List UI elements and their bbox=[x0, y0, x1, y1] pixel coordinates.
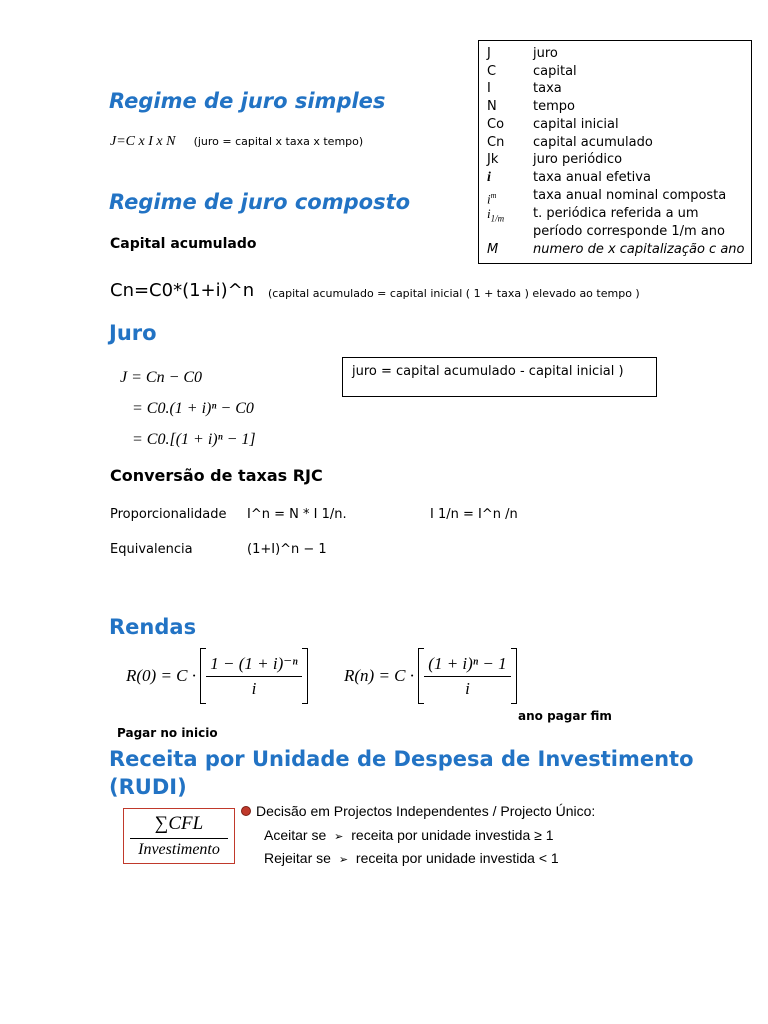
conversao-row-label: Proporcionalidade bbox=[110, 507, 227, 522]
renda-r0-formula bbox=[126, 648, 308, 704]
heading-juro: Juro bbox=[109, 321, 157, 345]
legend-description: taxa anual efetiva bbox=[533, 170, 651, 185]
rudi-aceitar-condition: receita por unidade investida ≥ 1 bbox=[351, 827, 554, 843]
legend-description: período corresponde 1/m ano bbox=[533, 224, 725, 239]
label-pagar-inicio: Pagar no inicio bbox=[117, 726, 218, 740]
legend-symbol: J bbox=[487, 46, 491, 61]
legend-symbol: C bbox=[487, 64, 497, 79]
legend-symbol: Co bbox=[487, 117, 505, 132]
legend-description: tempo bbox=[533, 99, 575, 114]
rn-fraction bbox=[424, 654, 510, 699]
rudi-aceitar-line bbox=[264, 827, 554, 843]
rn-lhs: R(n) = C · bbox=[344, 666, 415, 685]
heading-juro-composto: Regime de juro composto bbox=[109, 190, 411, 214]
rudi-aceitar-label: Aceitar se bbox=[264, 827, 327, 843]
r0-fraction bbox=[206, 654, 301, 699]
rudi-rejeitar-condition: receita por unidade investida < 1 bbox=[355, 850, 559, 866]
heading-conversao: Conversão de taxas RJC bbox=[110, 466, 323, 485]
renda-rn-formula bbox=[344, 648, 517, 704]
rn-numerator: (1 + i)ⁿ − 1 bbox=[424, 654, 510, 677]
rn-denominator: i bbox=[465, 678, 470, 698]
rudi-rejeitar-line bbox=[264, 850, 559, 866]
legend-symbol: i bbox=[487, 206, 491, 221]
conversao-row-label: Equivalencia bbox=[110, 542, 193, 557]
rudi-decisao: Decisão em Projectos Independentes / Projecto Único: bbox=[256, 803, 596, 819]
conversao-formula: (1+I)^n − 1 bbox=[247, 542, 327, 557]
label-ano-pagar-fim: ano pagar fim bbox=[518, 709, 612, 723]
legend-symbol: i bbox=[487, 170, 491, 185]
legend-symbol: N bbox=[487, 99, 497, 114]
r0-numerator: 1 − (1 + i)⁻ⁿ bbox=[206, 654, 301, 677]
legend-description: capital inicial bbox=[533, 117, 619, 132]
rudi-rejeitar-label: Rejeitar se bbox=[264, 850, 331, 866]
juro-eq-line3: = C0.[(1 + i)ⁿ − 1] bbox=[132, 431, 256, 448]
legend-description: juro bbox=[533, 46, 558, 61]
legend-description: capital bbox=[533, 64, 577, 79]
legend-description: taxa bbox=[533, 81, 562, 96]
heading-rudi-line1: Receita por Unidade de Despesa de Investimento bbox=[109, 747, 694, 771]
legend-symbol-sub: 1/m bbox=[490, 213, 505, 224]
legend-symbol-sup: m bbox=[490, 191, 497, 200]
rudi-formula-box bbox=[123, 808, 235, 864]
juro-eq-line1 bbox=[120, 362, 256, 393]
simples-formula-line bbox=[110, 134, 363, 150]
heading-rendas: Rendas bbox=[109, 615, 197, 639]
simples-formula: J=C x I x N bbox=[110, 134, 176, 149]
legend-description: numero de x capitalização c ano bbox=[533, 242, 745, 257]
heading-juro-simples: Regime de juro simples bbox=[109, 89, 386, 113]
legend-symbol: Cn bbox=[487, 135, 505, 150]
heading-rudi bbox=[109, 745, 694, 801]
composto-formula: Cn=C0*(1+i)^n bbox=[110, 280, 255, 301]
conversao-formula: I^n = N * I 1/n. bbox=[247, 507, 347, 522]
juro-explanation-text: juro = capital acumulado - capital inicial ) bbox=[352, 364, 624, 379]
juro-explanation-box bbox=[342, 357, 657, 397]
legend-symbol: Jk bbox=[487, 152, 499, 167]
heading-rudi-line2: (RUDI) bbox=[109, 775, 187, 799]
arrow-icon: ➢ bbox=[338, 854, 349, 866]
legend-description: juro periódico bbox=[533, 152, 623, 167]
symbol-legend-box bbox=[478, 40, 752, 264]
legend-symbol: I bbox=[487, 81, 491, 96]
rudi-numerator: ∑CFL bbox=[154, 813, 204, 834]
r0-denominator: i bbox=[251, 678, 257, 698]
bullet-icon bbox=[241, 806, 251, 816]
composto-note: (capital acumulado = capital inicial ( 1 + taxa ) elevado ao tempo ) bbox=[268, 287, 640, 300]
juro-equations bbox=[120, 362, 256, 455]
legend-symbol: M bbox=[487, 242, 499, 257]
r0-lhs: R(0) = C · bbox=[126, 666, 197, 685]
legend-description: taxa anual nominal composta bbox=[533, 188, 727, 203]
legend-description: capital acumulado bbox=[533, 135, 653, 150]
simples-note: (juro = capital x taxa x tempo) bbox=[193, 135, 364, 148]
conversao-formula: I 1/n = I^n /n bbox=[430, 507, 518, 522]
capital-acumulado-subheading: Capital acumulado bbox=[110, 236, 257, 252]
legend-description: t. periódica referida a um bbox=[533, 206, 699, 221]
juro-eq-line2: = C0.(1 + i)ⁿ − C0 bbox=[132, 400, 254, 417]
legend-symbol: i bbox=[487, 191, 491, 207]
rudi-denominator: Investimento bbox=[138, 841, 220, 858]
juro-eq-rhs: Cn − C0 bbox=[145, 369, 203, 386]
arrow-icon: ➢ bbox=[334, 831, 344, 843]
juro-eq-lhs: J = bbox=[120, 369, 146, 386]
